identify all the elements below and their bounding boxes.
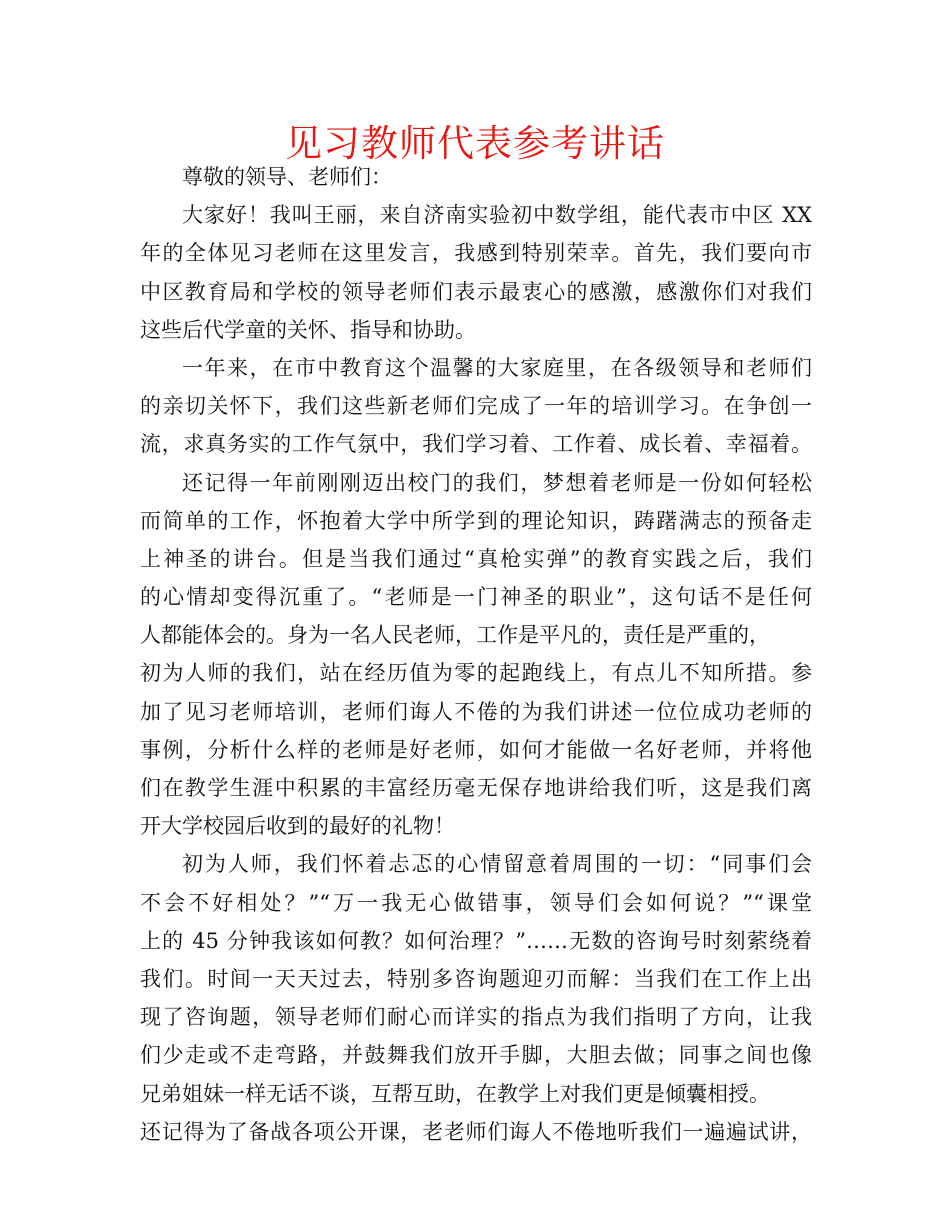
text-line: 开大学校园后收到的最好的礼物！	[140, 814, 455, 839]
text-line: 事例，分析什么样的老师是好老师，如何才能做一名好老师，并将他	[140, 737, 812, 762]
text-line: 现了咨询题，领导老师们耐心而详实的指点为我们指明了方向，让我	[140, 1005, 812, 1030]
document-body	[140, 158, 812, 1151]
text-line: 上的 45 分钟我该如何教？如何治理？”……无数的咨询号时刻萦绕着	[140, 928, 812, 953]
text-line: 们在教学生涯中积累的丰富经历毫无保存地讲给我们听，这是我们离	[140, 776, 812, 800]
text-line: 上神圣的讲台。但是当我们通过“真枪实弹”的教育实践之后，我们	[140, 546, 812, 571]
text-line: 人都能体会的。身为一名人民老师，工作是平凡的，责任是严重的，	[140, 623, 770, 648]
text-line: 初为人师的我们，站在经历值为零的起跑线上，有点儿不知所措。参	[140, 661, 812, 686]
text-line: 还记得一年前刚刚迈出校门的我们，梦想着老师是一份如何轻松	[182, 470, 812, 495]
text-line: 不会不好相处？”“万一我无心做错事，领导们会如何说？”“课堂	[140, 890, 812, 915]
text-line: 大家好！我叫王丽，来自济南实验初中数学组，能代表市中区 XX	[182, 203, 812, 228]
document-title: 见习教师代表参考讲话	[285, 122, 665, 165]
text-line: 一年来，在市中教育这个温馨的大家庭里，在各级领导和老师们	[182, 355, 812, 380]
text-line: 还记得为了备战各项公开课，老老师们诲人不倦地听我们一遍遍试讲，	[140, 1119, 812, 1144]
text-line: 尊敬的领导、老师们：	[182, 165, 392, 189]
text-line: 的心情却变得沉重了。“老师是一门神圣的职业”，这句话不是任何	[140, 585, 812, 610]
text-line: 加了见习老师培训，老师们诲人不倦的为我们讲述一位位成功老师的	[140, 699, 812, 724]
text-line: 初为人师，我们怀着忐忑的心情留意着周围的一切：“同事们会	[182, 852, 812, 877]
text-line: 中区教育局和学校的领导老师们表示最衷心的感激，感激你们对我们	[140, 279, 812, 304]
text-line: 们少走或不走弯路，并鼓舞我们放开手脚，大胆去做；同事之间也像	[140, 1043, 812, 1068]
text-line: 的亲切关怀下，我们这些新老师们完成了一年的培训学习。在争创一	[140, 394, 812, 419]
text-line: 流，求真务实的工作气氛中，我们学习着、工作着、成长着、幸福着。	[140, 432, 812, 457]
text-line: 我们。时间一天天过去，特别多咨询题迎刃而解：当我们在工作上出	[140, 966, 812, 991]
text-line: 兄弟姐妹一样无话不谈，互帮互助，在教学上对我们更是倾囊相授。	[140, 1081, 770, 1106]
text-line: 年的全体见习老师在这里发言，我感到特别荣幸。首先，我们要向市	[140, 241, 812, 266]
text-line: 而简单的工作，怀抱着大学中所学到的理论知识，踌躇满志的预备走	[140, 508, 812, 533]
text-line: 这些后代学童的关怀、指导和协助。	[140, 317, 476, 342]
